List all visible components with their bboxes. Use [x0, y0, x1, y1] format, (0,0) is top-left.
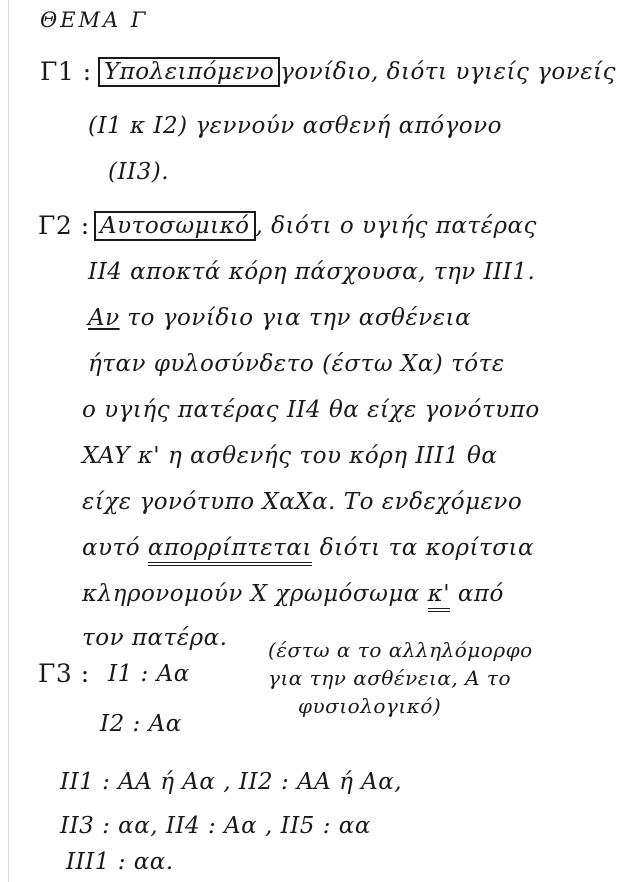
g1-label: Γ1 : — [40, 57, 92, 86]
g2-line-10: τον πατέρα. — [82, 625, 228, 651]
page-margin-line — [8, 0, 9, 882]
g3-note-line-1: (έστω α το αλληλόμορφο — [268, 638, 533, 662]
g2-line-9-start: κληρονομούν X χρωμόσωμα — [82, 581, 428, 607]
g2-line-8-end: διότι τα κορίτσια — [311, 535, 535, 561]
g3-ii-line-2: ΙΙ3 : αα, ΙΙ4 : Αα , ΙΙ5 : αα — [60, 813, 371, 839]
g2-line-1-text: , διότι ο υγιής πατέρας — [255, 213, 537, 239]
g2-line-9 — [82, 580, 504, 608]
g2-line-8-start: αυτό — [82, 535, 148, 561]
g3-note-line-2: για την ασθένεια, Α το — [268, 666, 512, 690]
g2-line-4: ήταν φυλοσύνδετο (έστω Xα) τότε — [88, 351, 505, 377]
g1-line-2: (Ι1 κ Ι2) γεννούν ασθενή απόγονο — [88, 113, 502, 139]
g2-line-5: ο υγιής πατέρας ΙΙ4 θα είχε γονότυπο — [82, 397, 540, 423]
g1-line-1 — [98, 58, 616, 86]
g2-line-6: XAY κ' η ασθενής του κόρη ΙΙΙ1 θα — [82, 443, 498, 469]
g3-label: Γ3 : — [38, 659, 90, 688]
g2-answer-box: Αυτοσωμικό — [94, 211, 256, 241]
g3-iii: ΙΙΙ1 : αα. — [66, 849, 174, 875]
g2-rejected-word: απορρίπτεται — [148, 535, 312, 566]
g2-line-7: είχε γονότυπο XαXα. Το ενδεχόμενο — [82, 489, 523, 515]
g2-line-3 — [88, 304, 471, 332]
g2-if-word: Αν — [88, 305, 120, 331]
g1-answer-box: Υπολειπόμενο — [98, 57, 280, 87]
g3-note-line-3: φυσιολογικό) — [298, 694, 442, 718]
g2-and-word: κ' — [428, 581, 450, 612]
page-title: ΘΕΜΑ Γ — [40, 8, 149, 32]
g2-line-3-text: το γονίδιο για την ασθένεια — [119, 305, 472, 331]
g1-line-3: (ΙΙ3). — [108, 159, 170, 185]
g3-i1: Ι1 : Αα — [108, 661, 190, 687]
g2-line-8 — [82, 534, 534, 562]
g2-line-2: ΙΙ4 αποκτά κόρη πάσχουσα, την ΙΙΙ1. — [88, 259, 536, 285]
g2-label: Γ2 : — [38, 211, 90, 240]
g2-line-1 — [94, 212, 537, 240]
g3-i2: Ι2 : Αα — [100, 711, 182, 737]
g2-line-9-end: από — [450, 581, 504, 607]
g1-line-1-text: γονίδιο, διότι υγιείς γονείς — [280, 59, 616, 85]
g3-ii-line-1: ΙΙ1 : ΑΑ ή Αα , ΙΙ2 : ΑΑ ή Αα, — [60, 769, 403, 795]
